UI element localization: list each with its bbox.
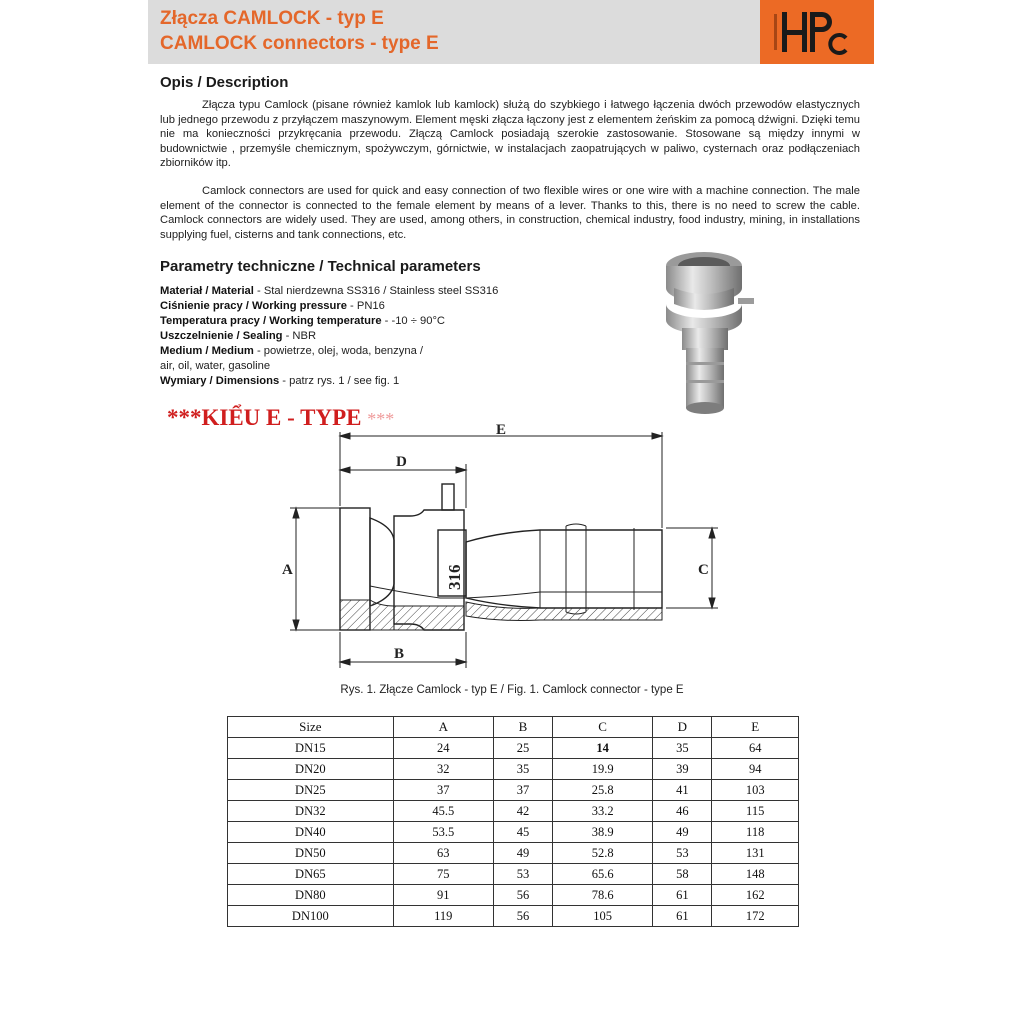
type-label: ***KIỂU E - TYPE *** — [167, 405, 395, 430]
logo-mark — [760, 0, 874, 64]
connector-drawing-svg — [270, 418, 730, 674]
technical-drawing — [270, 418, 730, 674]
dim-label-a: A — [282, 562, 293, 578]
table-row: DN80 91 56 78.6 61 162 — [228, 885, 799, 906]
header-c: C — [553, 717, 653, 738]
figure-caption: Rys. 1. Złącze Camlock - typ E / Fig. 1. Camlock connector - type E — [340, 684, 684, 696]
dim-label-c: C — [698, 562, 709, 578]
table-row: DN32 45.5 42 33.2 46 115 — [228, 801, 799, 822]
page-title-pl: Złącza CAMLOCK - typ E — [160, 8, 384, 29]
header-e: E — [712, 717, 799, 738]
table-row: DN20 32 35 19.9 39 94 — [228, 759, 799, 780]
product-photo — [640, 244, 770, 422]
table-row: DN40 53.5 45 38.9 49 118 — [228, 822, 799, 843]
table-row: DN15 24 25 14 35 64 — [228, 738, 799, 759]
parameters-list — [160, 284, 580, 389]
param-pressure: Ciśnienie pracy / Working pressure - PN16 — [160, 300, 385, 312]
page-title-en: CAMLOCK connectors - type E — [160, 33, 439, 54]
dim-label-d: D — [396, 454, 407, 470]
param-dimensions: Wymiary / Dimensions - patrz rys. 1 / see fig. 1 — [160, 375, 400, 387]
description-paragraph-pl — [160, 98, 860, 171]
dimensions-table — [227, 716, 799, 927]
param-temperature: Temperatura pracy / Working temperature - -10 ÷ 90°C — [160, 315, 446, 327]
table-row: DN65 75 53 65.6 58 148 — [228, 864, 799, 885]
company-logo — [760, 0, 874, 64]
param-medium: Medium / Medium - powietrze, olej, woda, benzyna / — [160, 345, 424, 357]
table-row: DN25 37 37 25.8 41 103 — [228, 780, 799, 801]
param-medium-en: air, oil, water, gasoline — [160, 360, 271, 372]
table-row: DN100 119 56 105 61 172 — [228, 906, 799, 927]
description-text-pl: Złącza typu Camlock (pisane również kamlok lub kamlock) służą do szybkiego i łatwego łączenia dwóch przewodów elastycznych lub jednego przewodu z przyłączem maszynowym. Element męski złącza łączony jest z elementem żeńskim za pomocą dźwigni. Dzięki temu nie ma konieczności przykręcania przewodu. Złączą Camlock posiadają szerokie zastosowanie. Stosowane są między innymi w budownictwie , przemyśle chemicznym, spożywczym, górnictwie, w instalacjach zaopatrujących w paliwo, cysternach oraz podłączeniach zbiorników itp. — [160, 99, 860, 170]
param-material: Materiał / Material - Stal nierdzewna SS316 / Stainless steel SS316 — [160, 285, 499, 297]
table-header-row — [228, 717, 799, 738]
description-heading: Opis / Description — [160, 74, 289, 91]
description-text-en: Camlock connectors are used for quick and easy connection of two flexible wires or one wire with a machine connection. The male element of the connector is connected to the female element by means of a lever. Thanks to this, there is no need to screw the cable. Camlock connectors are widely used. They are used, among others, in construction, chemical industry, food industry, mining, in installations supplying fuel, cisterns and tank connections, etc. — [160, 185, 860, 241]
table-row: DN50 63 49 52.8 53 131 — [228, 843, 799, 864]
dim-label-e: E — [496, 422, 507, 438]
header-a: A — [393, 717, 493, 738]
description-paragraph-en — [160, 184, 860, 242]
header-b: B — [493, 717, 552, 738]
dim-label-b: B — [394, 646, 405, 662]
body-mark-316: 316 — [445, 564, 464, 590]
header-size: Size — [228, 717, 394, 738]
header-d: D — [653, 717, 712, 738]
param-sealing: Uszczelnienie / Sealing - NBR — [160, 330, 317, 342]
parameters-heading: Parametry techniczne / Technical parameters — [160, 258, 481, 275]
